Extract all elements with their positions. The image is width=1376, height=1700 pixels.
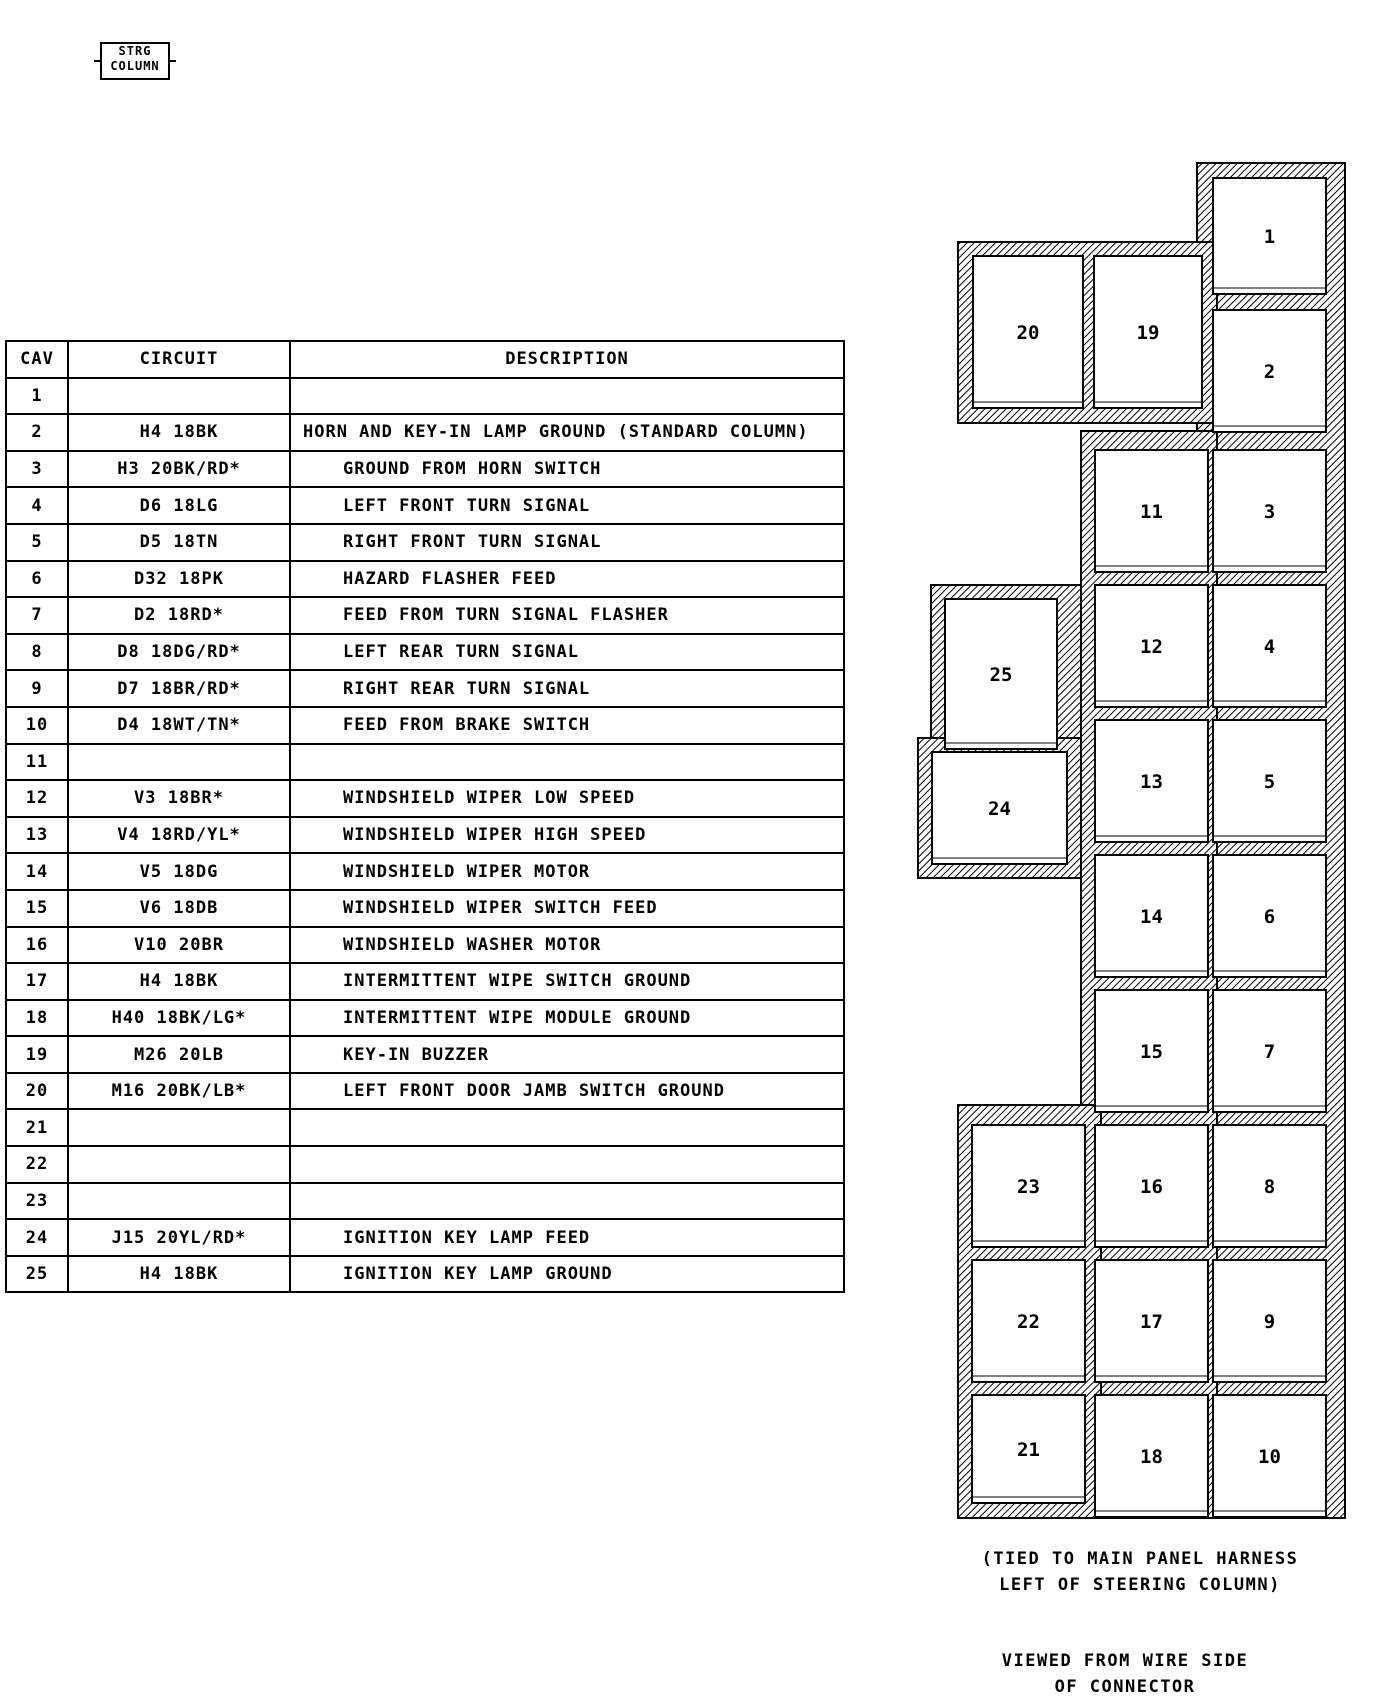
description-cell: GROUND FROM HORN SWITCH bbox=[290, 451, 844, 488]
cavity-label-19: 19 bbox=[1136, 322, 1160, 344]
circuit-cell: H4 18BK bbox=[68, 414, 290, 451]
circuit-cell: D4 18WT/TN* bbox=[68, 707, 290, 744]
circuit-cell: V3 18BR* bbox=[68, 780, 290, 817]
cavity-label-24: 24 bbox=[988, 798, 1011, 820]
header-description: DESCRIPTION bbox=[290, 341, 844, 378]
cav-cell: 8 bbox=[6, 634, 68, 671]
circuit-cell: V5 18DG bbox=[68, 853, 290, 890]
cavity-label-2: 2 bbox=[1263, 361, 1276, 383]
cavity-label-16: 16 bbox=[1140, 1176, 1163, 1198]
cav-cell: 2 bbox=[6, 414, 68, 451]
cavity-label-4: 4 bbox=[1263, 636, 1276, 658]
cav-cell: 15 bbox=[6, 890, 68, 927]
description-cell: HORN AND KEY-IN LAMP GROUND (STANDARD COLUMN) bbox=[290, 414, 844, 451]
circuit-cell: H3 20BK/RD* bbox=[68, 451, 290, 488]
circuit-cell: H4 18BK bbox=[68, 1256, 290, 1293]
cav-cell: 12 bbox=[6, 780, 68, 817]
cavity-label-25: 25 bbox=[989, 664, 1013, 686]
cavity-label-15: 15 bbox=[1140, 1041, 1163, 1063]
description-cell: WINDSHIELD WASHER MOTOR bbox=[290, 927, 844, 964]
cavity-label-23: 23 bbox=[1017, 1176, 1040, 1198]
cav-cell: 5 bbox=[6, 524, 68, 561]
cav-cell: 7 bbox=[6, 597, 68, 634]
view-note-line1: VIEWED FROM WIRE SIDE bbox=[1001, 1651, 1249, 1671]
circuit-cell: J15 20YL/RD* bbox=[68, 1219, 290, 1256]
cavity-label-13: 13 bbox=[1140, 771, 1163, 793]
cav-cell: 22 bbox=[6, 1146, 68, 1183]
view-note-line2: OF CONNECTOR bbox=[1054, 1677, 1196, 1697]
cavity-label-14: 14 bbox=[1140, 906, 1163, 928]
tied-note-line2: LEFT OF STEERING COLUMN) bbox=[999, 1575, 1281, 1595]
description-cell: KEY-IN BUZZER bbox=[290, 1036, 844, 1073]
tag-line1: STRG bbox=[118, 44, 152, 58]
cavity-label-9: 9 bbox=[1263, 1311, 1276, 1333]
cavity-label-10: 10 bbox=[1258, 1446, 1281, 1468]
description-cell: IGNITION KEY LAMP GROUND bbox=[290, 1256, 844, 1293]
cavity-label-7: 7 bbox=[1263, 1041, 1276, 1063]
view-note bbox=[960, 1648, 1290, 1700]
cavity-label-5: 5 bbox=[1263, 771, 1276, 793]
description-cell: FEED FROM BRAKE SWITCH bbox=[290, 707, 844, 744]
circuit-cell: D2 18RD* bbox=[68, 597, 290, 634]
tag-line2: COLUMN bbox=[110, 59, 160, 73]
cavity-label-22: 22 bbox=[1017, 1311, 1040, 1333]
circuit-cell: D7 18BR/RD* bbox=[68, 670, 290, 707]
circuit-cell: D32 18PK bbox=[68, 561, 290, 598]
cavity-label-21: 21 bbox=[1017, 1439, 1040, 1461]
cav-cell: 13 bbox=[6, 817, 68, 854]
circuit-cell: H4 18BK bbox=[68, 963, 290, 1000]
cav-cell: 21 bbox=[6, 1109, 68, 1146]
cav-cell: 1 bbox=[6, 378, 68, 415]
circuit-cell: M16 20BK/LB* bbox=[68, 1073, 290, 1110]
description-cell: WINDSHIELD WIPER HIGH SPEED bbox=[290, 817, 844, 854]
cav-cell: 9 bbox=[6, 670, 68, 707]
cav-cell: 11 bbox=[6, 744, 68, 781]
cav-cell: 24 bbox=[6, 1219, 68, 1256]
cavity-label-18: 18 bbox=[1140, 1446, 1163, 1468]
cavity-label-6: 6 bbox=[1263, 906, 1276, 928]
circuit-cell: D8 18DG/RD* bbox=[68, 634, 290, 671]
cavity-label-3: 3 bbox=[1263, 501, 1276, 523]
header-circuit: CIRCUIT bbox=[68, 341, 290, 378]
description-cell: WINDSHIELD WIPER LOW SPEED bbox=[290, 780, 844, 817]
cavity-label-12: 12 bbox=[1140, 636, 1163, 658]
circuit-cell: V4 18RD/YL* bbox=[68, 817, 290, 854]
description-cell: LEFT FRONT DOOR JAMB SWITCH GROUND bbox=[290, 1073, 844, 1110]
cav-cell: 20 bbox=[6, 1073, 68, 1110]
cav-cell: 17 bbox=[6, 963, 68, 1000]
tied-note bbox=[950, 1546, 1330, 1598]
cavity-label-8: 8 bbox=[1263, 1176, 1276, 1198]
cav-cell: 6 bbox=[6, 561, 68, 598]
circuit-cell: D6 18LG bbox=[68, 487, 290, 524]
cavity-label-20: 20 bbox=[1016, 322, 1040, 344]
description-cell: HAZARD FLASHER FEED bbox=[290, 561, 844, 598]
cavity-label-17: 17 bbox=[1140, 1311, 1163, 1333]
cav-cell: 14 bbox=[6, 853, 68, 890]
description-cell: WINDSHIELD WIPER MOTOR bbox=[290, 853, 844, 890]
description-cell: RIGHT REAR TURN SIGNAL bbox=[290, 670, 844, 707]
tied-note-line1: (TIED TO MAIN PANEL HARNESS bbox=[981, 1549, 1299, 1569]
description-cell: INTERMITTENT WIPE MODULE GROUND bbox=[290, 1000, 844, 1037]
description-cell: RIGHT FRONT TURN SIGNAL bbox=[290, 524, 844, 561]
circuit-cell: H40 18BK/LG* bbox=[68, 1000, 290, 1037]
description-cell: LEFT REAR TURN SIGNAL bbox=[290, 634, 844, 671]
description-cell: FEED FROM TURN SIGNAL FLASHER bbox=[290, 597, 844, 634]
cav-cell: 18 bbox=[6, 1000, 68, 1037]
cav-cell: 23 bbox=[6, 1183, 68, 1220]
header-cav: CAV bbox=[6, 341, 68, 378]
description-cell: WINDSHIELD WIPER SWITCH FEED bbox=[290, 890, 844, 927]
cav-cell: 16 bbox=[6, 927, 68, 964]
description-cell: INTERMITTENT WIPE SWITCH GROUND bbox=[290, 963, 844, 1000]
cavity-label-1: 1 bbox=[1263, 226, 1276, 248]
circuit-cell: V6 18DB bbox=[68, 890, 290, 927]
cav-cell: 3 bbox=[6, 451, 68, 488]
cav-cell: 25 bbox=[6, 1256, 68, 1293]
description-cell: LEFT FRONT TURN SIGNAL bbox=[290, 487, 844, 524]
cav-cell: 19 bbox=[6, 1036, 68, 1073]
circuit-cell: M26 20LB bbox=[68, 1036, 290, 1073]
circuit-cell: D5 18TN bbox=[68, 524, 290, 561]
circuit-cell: V10 20BR bbox=[68, 927, 290, 964]
cav-cell: 4 bbox=[6, 487, 68, 524]
cavity-label-11: 11 bbox=[1140, 501, 1163, 523]
description-cell: IGNITION KEY LAMP FEED bbox=[290, 1219, 844, 1256]
cav-cell: 10 bbox=[6, 707, 68, 744]
